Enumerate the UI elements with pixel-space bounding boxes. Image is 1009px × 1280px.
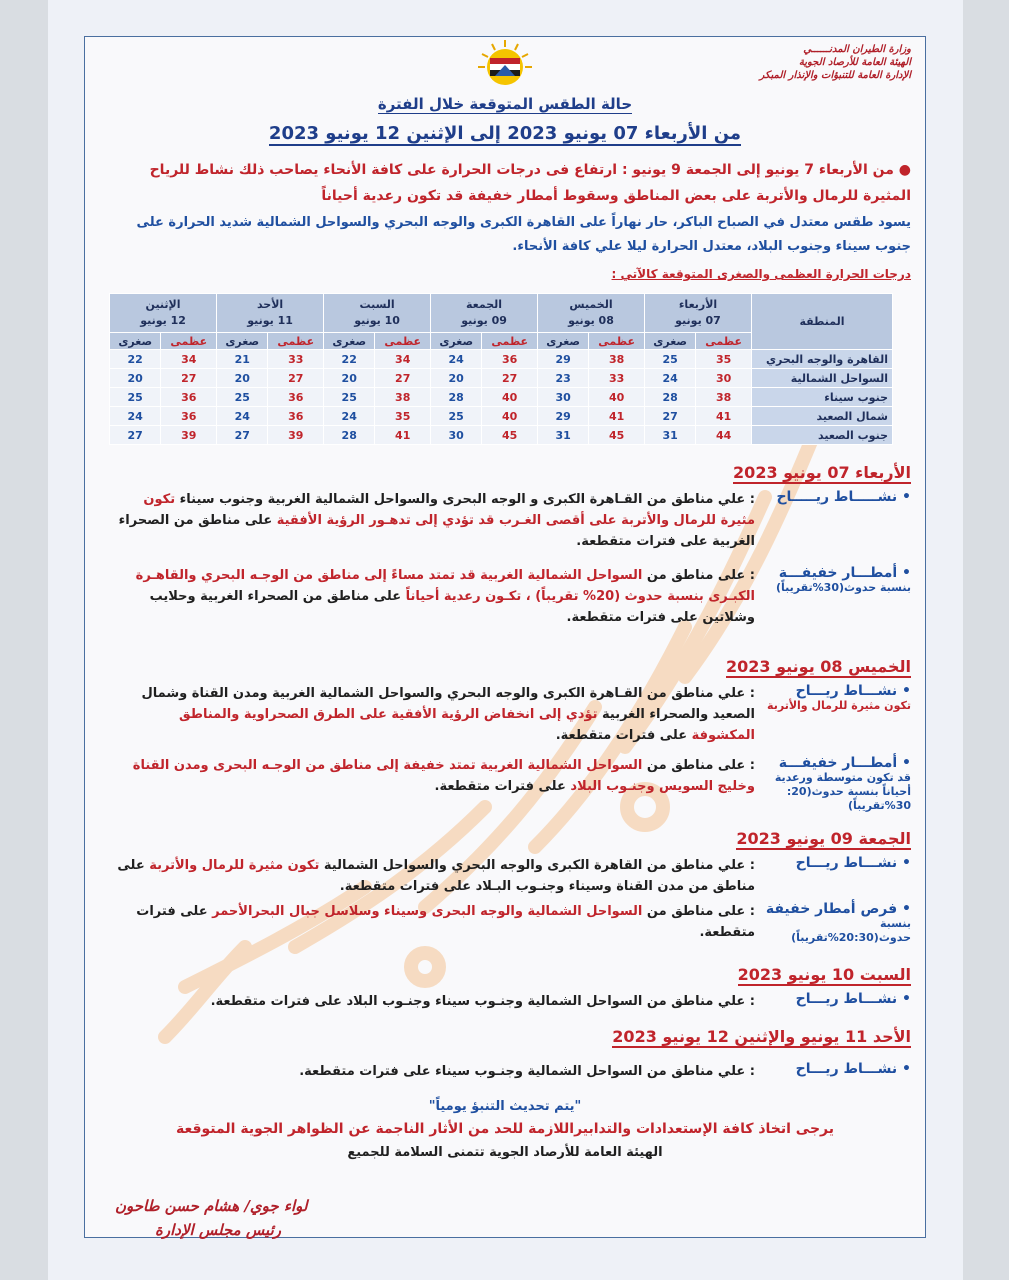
min-temp-cell: 27	[217, 426, 268, 445]
bullet-icon: •	[897, 1061, 911, 1077]
min-header: صغرى	[538, 333, 589, 350]
max-header: عظمى	[696, 333, 752, 350]
min-temp-cell: 24	[110, 407, 161, 426]
max-temp-cell: 41	[375, 426, 431, 445]
min-temp-cell: 24	[324, 407, 375, 426]
max-temp-cell: 38	[589, 350, 645, 369]
forecast-item-label: • أمطـــار خفيفـــة بنسبة حدوث(30%تقريباً)	[761, 565, 911, 595]
day-header: السبت 10 يونيو	[324, 294, 431, 333]
forecast-item-text: : علي مناطق من السواحل الشمالية وجنـوب سيناء على فترات متقطعة.	[299, 1064, 755, 1079]
max-temp-cell: 40	[589, 388, 645, 407]
max-temp-cell: 36	[268, 388, 324, 407]
summary-paragraph: ● من الأربعاء 7 يونيو إلى الجمعة 9 يونيو : ارتفاع فى درجات الحرارة على كافة الأنحاء يصاحب ذلك نشاط للرياح المثيرة للرمال والأتربة على بعض المناطق وسقوط أمطار خفيفة قد تكون رعدية أحياناً	[149, 162, 911, 204]
day-header: الخميس 08 يونيو	[538, 294, 645, 333]
region-cell: جنوب سيناء	[752, 388, 893, 407]
min-temp-cell: 20	[324, 369, 375, 388]
min-temp-cell: 20	[217, 369, 268, 388]
min-temp-cell: 23	[538, 369, 589, 388]
max-temp-cell: 36	[161, 388, 217, 407]
max-temp-cell: 27	[482, 369, 538, 388]
min-temp-cell: 29	[538, 407, 589, 426]
forecast-item-label: • نشـــاط ريـــاح تكون مثيرة للرمال والأتربة	[761, 683, 911, 713]
min-temp-cell: 31	[538, 426, 589, 445]
min-temp-cell: 22	[324, 350, 375, 369]
section-date: السبت 10 يونيو 2023	[737, 965, 911, 984]
min-temp-cell: 25	[431, 407, 482, 426]
region-cell: جنوب الصعيد	[752, 426, 893, 445]
max-temp-cell: 40	[482, 407, 538, 426]
org-line: الهيئة العامة للأرصاد الجوية	[798, 57, 911, 68]
max-temp-cell: 27	[268, 369, 324, 388]
forecast-item-text: : على مناطق من السواحل الشمالية الغربية قد تمتد مساءً إلى مناطق من الوجـه البحري والقاهـرة الكبـرى بنسبة حدوث (20% تقريباً) ، تكـون رعدية أحياناً على مناطق من الصحراء الغربية وحلايب وشلاتين على فترات متقطعة.	[135, 568, 755, 625]
forecast-item-text: : على مناطق من السواحل الشمالية الغربية تمتد خفيفة إلى مناطق من الوجـه البحرى ومدن القناة وخليج السويس وجنـوب البلاد على فترات متقطعة.	[132, 758, 755, 794]
max-header: عظمى	[482, 333, 538, 350]
min-temp-cell: 28	[645, 388, 696, 407]
bullet-icon: •	[897, 565, 911, 581]
bullet-icon: •	[897, 991, 911, 1007]
min-header: صغرى	[645, 333, 696, 350]
min-temp-cell: 25	[217, 388, 268, 407]
forecast-item-label: • نشـــاط ريـــاح	[795, 991, 911, 1007]
bulletin-frame	[84, 36, 926, 1238]
min-temp-cell: 30	[431, 426, 482, 445]
bullet-icon: •	[897, 489, 911, 505]
forecast-item-note: بنسبة حدوث(30%تقريباً)	[775, 581, 911, 594]
max-temp-cell: 36	[482, 350, 538, 369]
authority-logo-icon	[477, 39, 533, 95]
bulletin-title: حالة الطقس المتوقعة خلال الفترة	[377, 95, 633, 113]
region-cell: السواحل الشمالية	[752, 369, 893, 388]
min-temp-cell: 20	[431, 369, 482, 388]
min-header: صغرى	[431, 333, 482, 350]
signature-title: رئيس مجلس الإدارة	[155, 1221, 281, 1239]
forecast-item-text: : علي مناطق من القاهرة الكبرى والوجه البحري والسواحل الشمالية تكون مثيرة للرمال والأتربة على مناطق من مدن القناة وسيناء وجنـوب البـلاد على فترات متقطعة.	[117, 858, 755, 894]
day-header: الأحد 11 يونيو	[217, 294, 324, 333]
bullet-icon: •	[897, 755, 911, 771]
min-temp-cell: 28	[324, 426, 375, 445]
forecast-item-note: بنسبة حدوث(20:30%تقريباً)	[791, 917, 911, 944]
min-temp-cell: 28	[431, 388, 482, 407]
table-row	[110, 426, 893, 445]
max-header: عظمى	[375, 333, 431, 350]
max-header: عظمى	[161, 333, 217, 350]
bullet-icon: •	[897, 855, 911, 871]
forecast-item-label: • نشـــــاط ريـــــاح	[776, 489, 911, 505]
day-header: الجمعة 09 يونيو	[431, 294, 538, 333]
table-row	[110, 369, 893, 388]
min-header: صغرى	[324, 333, 375, 350]
min-temp-cell: 24	[645, 369, 696, 388]
min-temp-cell: 20	[110, 369, 161, 388]
max-temp-cell: 41	[696, 407, 752, 426]
region-header: المنطقة	[752, 294, 893, 350]
max-temp-cell: 30	[696, 369, 752, 388]
max-temp-cell: 33	[589, 369, 645, 388]
max-header: عظمى	[589, 333, 645, 350]
max-header: عظمى	[268, 333, 324, 350]
signature-name: لواء جوي/ هشام حسن طاحون	[115, 1197, 308, 1215]
max-temp-cell: 45	[589, 426, 645, 445]
forecast-item-text: : علي مناطق من القـاهرة الكبرى والوجه البحري والسواحل الشمالية الغربية ومدن القناة وشمال الصعيد والصحراء الغربية تؤدي إلى انخفاض الرؤية الأفقية على الطرق الصحراوية والمناطق المكشوفة على فترات متقطعة.	[141, 686, 755, 743]
forecast-item-text: : علي مناطق من السواحل الشمالية وجنـوب سيناء وجنـوب البلاد على فترات متقطعة.	[210, 994, 755, 1009]
min-temp-cell: 22	[110, 350, 161, 369]
min-temp-cell: 25	[324, 388, 375, 407]
max-temp-cell: 36	[268, 407, 324, 426]
bullet-icon: •	[897, 901, 911, 917]
max-temp-cell: 36	[161, 407, 217, 426]
advisory-note: يرجى اتخاذ كافة الإستعدادات والتدابيراللازمة للحد من الأثار الناجمة عن الظواهر الجوية المتوقعة	[175, 1121, 835, 1137]
min-temp-cell: 24	[217, 407, 268, 426]
min-temp-cell: 31	[645, 426, 696, 445]
table-row	[110, 388, 893, 407]
max-temp-cell: 41	[589, 407, 645, 426]
max-temp-cell: 39	[268, 426, 324, 445]
min-temp-cell: 30	[538, 388, 589, 407]
max-temp-cell: 34	[161, 350, 217, 369]
bullet-icon: ●	[898, 162, 911, 178]
max-temp-cell: 33	[268, 350, 324, 369]
max-temp-cell: 35	[696, 350, 752, 369]
min-temp-cell: 25	[645, 350, 696, 369]
min-temp-cell: 27	[645, 407, 696, 426]
min-temp-cell: 29	[538, 350, 589, 369]
org-line: الإدارة العامة للتنبؤات والإنذار المبكر	[759, 70, 911, 81]
forecast-item-note: قد تكون متوسطة ورعدية أحياناً بنسبة حدوث(20: 30%تقريباً)	[774, 771, 911, 812]
section-date: الأربعاء 07 يونيو 2023	[733, 463, 911, 482]
max-temp-cell: 38	[375, 388, 431, 407]
organization-header	[759, 43, 911, 82]
section-date: الأحد 11 يونيو والإثنين 12 يونيو 2023	[612, 1027, 911, 1046]
min-header: صغرى	[217, 333, 268, 350]
summary-paragraph-2: يسود طقس معتدل في الصباح الباكر، حار نهاراً على القاهرة الكبرى والوجه البحري والسواحل الشمالية شديد الحرارة على جنوب سيناء وجنوب البلاد، معتدل الحرارة ليلا علي كافة الأنحاء.	[136, 215, 911, 254]
max-temp-cell: 34	[375, 350, 431, 369]
min-temp-cell: 27	[110, 426, 161, 445]
forecast-item-text: : على مناطق من السواحل الشمالية والوجه البحرى وسيناء وسلاسل جبال البحرالأحمر على فترات متقطعة.	[136, 904, 755, 940]
region-cell: القاهرة والوجه البحري	[752, 350, 893, 369]
temperature-table	[109, 293, 893, 445]
max-temp-cell: 45	[482, 426, 538, 445]
region-cell: شمال الصعيد	[752, 407, 893, 426]
max-temp-cell: 27	[375, 369, 431, 388]
section-date: الجمعة 09 يونيو 2023	[736, 829, 911, 848]
update-note: "يتم تحديث التنبؤ يومياً"	[428, 1099, 582, 1114]
min-temp-cell: 24	[431, 350, 482, 369]
forecast-item-label: • أمطـــار خفيفـــة قد تكون متوسطة ورعدية أحياناً بنسبة حدوث(20: 30%تقريباً)	[761, 755, 911, 813]
max-temp-cell: 39	[161, 426, 217, 445]
bulletin-period: من الأربعاء 07 يونيو 2023 إلى الإثنين 12 يونيو 2023	[268, 123, 742, 144]
max-temp-cell: 35	[375, 407, 431, 426]
max-temp-cell: 27	[161, 369, 217, 388]
forecast-item-note: تكون مثيرة للرمال والأتربة	[767, 699, 911, 712]
forecast-item-label: • نشـــاط ريـــاح	[795, 855, 911, 871]
org-line: وزارة الطيران المدنــــــي	[803, 44, 911, 55]
forecast-item-text: : علي مناطق من القـاهرة الكبرى و الوجه البحرى والسواحل الشمالية الغربية وجنوب سيناء تكون مثيرة للرمال والأتربة على أقصى الغـرب قد تؤدي إلى تدهـور الرؤية الأفقية على مناطق من الصحراء الغربية على فترات متقطعة.	[118, 492, 755, 549]
max-temp-cell: 38	[696, 388, 752, 407]
safety-note: الهيئة العامة للأرصاد الجوية تتمنى السلامة للجميع	[347, 1145, 663, 1160]
section-date: الخميس 08 يونيو 2023	[725, 657, 911, 676]
max-temp-cell: 40	[482, 388, 538, 407]
document-page	[48, 0, 963, 1280]
table-row	[110, 407, 893, 426]
forecast-item-label: • نشـــاط ريـــاح	[795, 1061, 911, 1077]
max-temp-cell: 44	[696, 426, 752, 445]
min-temp-cell: 21	[217, 350, 268, 369]
bullet-icon: •	[897, 683, 911, 699]
table-caption: درجات الحرارة العظمى والصغرى المتوقعة كالآتي :	[611, 267, 911, 281]
forecast-item-label: • فرص أمطار خفيفة بنسبة حدوث(20:30%تقريباً)	[761, 901, 911, 945]
day-header: الأربعاء 07 يونيو	[645, 294, 752, 333]
min-temp-cell: 25	[110, 388, 161, 407]
table-row	[110, 350, 893, 369]
day-header: الإثنين 12 يونيو	[110, 294, 217, 333]
min-header: صغرى	[110, 333, 161, 350]
